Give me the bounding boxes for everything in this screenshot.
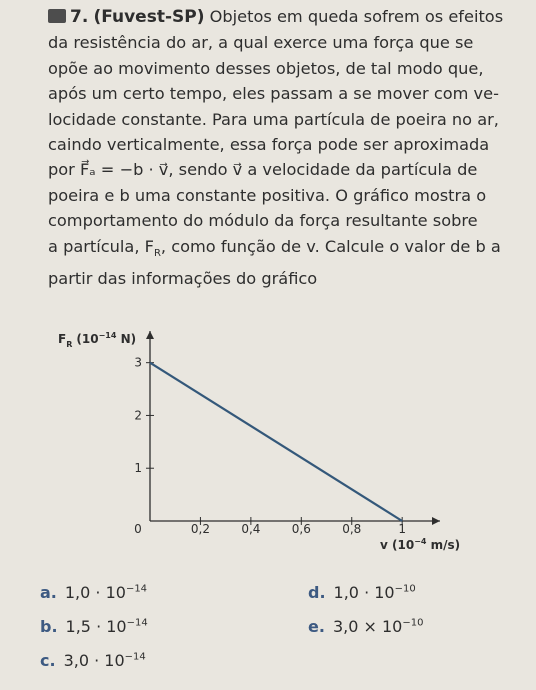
stem-line-9: comportamento do módulo da força resultante sobre	[48, 211, 478, 231]
stem-line-10-sub: R	[153, 247, 161, 259]
series-line	[150, 363, 402, 521]
y-axis-label	[58, 331, 136, 349]
stem-line-1: Objetos em queda sofrem os efeitos	[209, 7, 504, 26]
y-axis-label-exp: −14	[98, 331, 117, 340]
x-tick-label: 0,6	[291, 522, 311, 536]
option-c-base: 3,0 · 10	[63, 651, 125, 670]
option-d[interactable]	[308, 583, 416, 602]
y-tick-label: 1	[134, 461, 142, 476]
stem-line-8: poeira e b uma constante positiva. O gráfico mostra o	[48, 185, 487, 205]
stem-line-3: opõe ao movimento desses objetos, de tal modo que,	[48, 58, 484, 78]
exercise-icon	[48, 9, 66, 23]
x-tick-label: 1	[398, 522, 406, 536]
stem-line-11: partir das informações do gráfico	[48, 269, 318, 289]
option-a-base: 1,0 · 10	[64, 583, 126, 602]
x-tick-label: 0,2	[190, 522, 210, 536]
x-tick-label: 0	[134, 522, 142, 536]
option-d-letter: d.	[308, 583, 326, 602]
option-c-letter: c.	[40, 651, 56, 670]
option-b[interactable]	[40, 617, 148, 636]
stem-line-7a: por	[48, 160, 75, 180]
option-a-letter: a.	[40, 583, 57, 602]
chart-svg	[40, 325, 480, 555]
stem-line-10b: , como função de v. Calcule o valor de b a	[160, 236, 501, 256]
x-axis-arrow	[432, 517, 440, 525]
option-e[interactable]	[308, 617, 423, 636]
option-a[interactable]	[40, 583, 147, 602]
stem-line-6: caindo verticalmente, essa força pode ser aproximada	[48, 135, 490, 155]
y-axis-label-main: F	[58, 332, 67, 346]
y-axis-label-unit: (10	[76, 332, 99, 346]
y-tick-label: 3	[134, 355, 142, 370]
option-a-exp: −14	[125, 583, 148, 595]
option-e-base: 3,0 × 10	[332, 617, 403, 636]
x-axis-label-main: v (10	[380, 538, 415, 552]
stem-line-7b: , sendo v⃗ a velocidade da partícula de	[168, 160, 478, 180]
option-b-base: 1,5 · 10	[65, 617, 127, 636]
question-source: (Fuvest-SP)	[93, 7, 205, 27]
stem-line-2: da resistência do ar, a qual exerce uma força que se	[48, 33, 474, 53]
option-e-exp: −10	[402, 617, 424, 629]
question-stem	[48, 4, 528, 292]
x-axis-label-tail: m/s)	[426, 538, 461, 552]
chart-marks	[150, 363, 402, 521]
option-d-exp: −10	[394, 583, 416, 595]
option-e-letter: e.	[308, 617, 325, 636]
x-axis-label	[380, 537, 460, 552]
x-axis-label-exp: −4	[414, 537, 427, 546]
stem-line-5: locidade constante. Para uma partícula de poeira no ar,	[48, 109, 499, 129]
y-axis-label-sub: R	[66, 340, 73, 349]
option-b-exp: −14	[126, 617, 148, 629]
y-tick-label: 2	[134, 408, 142, 423]
option-b-letter: b.	[40, 617, 58, 636]
chart-axes	[134, 331, 440, 536]
x-tick-label: 0,4	[241, 522, 261, 536]
option-c-exp: −14	[124, 651, 146, 663]
force-velocity-graph	[40, 325, 480, 559]
question-number: 7.	[70, 7, 89, 27]
x-tick-label: 0,8	[342, 522, 362, 536]
force-formula: F⃗ₐ = −b · v⃗	[80, 160, 169, 180]
option-d-base: 1,0 · 10	[333, 583, 395, 602]
stem-line-10a: a partícula, F	[48, 236, 154, 256]
option-c[interactable]	[40, 651, 146, 670]
y-axis-label-tail: N)	[116, 332, 137, 346]
stem-line-4: após um certo tempo, eles passam a se mover com ve-	[48, 84, 499, 104]
y-axis-arrow	[146, 331, 154, 339]
